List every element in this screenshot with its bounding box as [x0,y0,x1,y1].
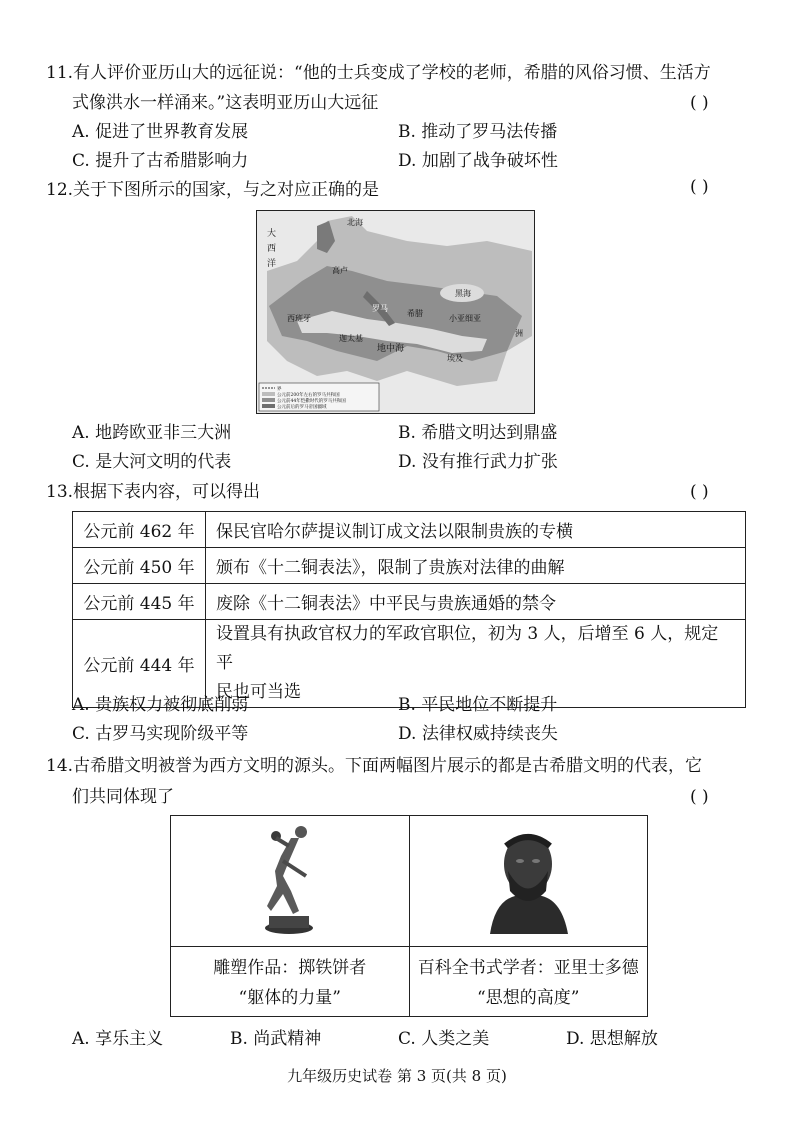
q11-stem-line2: 式像洪水一样涌来。”这表明亚历山大远征 [72,93,379,113]
map-label-mediterranean: 地中海 [377,344,405,354]
map-label-atlantic-1: 大 [267,229,277,239]
q11-answer-paren: ( ) [690,93,709,113]
q12-answer-paren: ( ) [690,177,709,197]
map-label-black-sea: 黑海 [455,289,471,298]
page-footer: 九年级历史试卷 第 3 页(共 8 页) [287,1067,507,1085]
q11-option-d: D. 加剧了战争破坏性 [398,151,558,171]
q14-stem-line1: 14.古希腊文明被誉为西方文明的源头。下面两幅图片展示的都是古希腊文明的代表，它 [46,756,703,776]
q14-stem-line2: 们共同体现了 [72,787,174,807]
q14-option-c: C. 人类之美 [398,1029,490,1049]
q12-option-d: D. 没有推行武力扩张 [398,452,558,472]
table-cell-year: 公元前 450 年 [73,548,206,584]
table-cell-year: 公元前 462 年 [73,512,206,548]
discobolus-statue-image [171,816,408,946]
q13-option-c: C. 古罗马实现阶级平等 [72,724,249,744]
q12-stem: 12.关于下图所示的国家，与之对应正确的是 [46,180,380,200]
table-cell-event: 颁布《十二铜表法》，限制了贵族对法律的曲解 [206,548,746,584]
q12-option-c: C. 是大河文明的代表 [72,452,232,472]
table-cell-year: 公元前 445 年 [73,584,206,620]
table-cell-year: 公元前 444 年 [73,620,206,708]
q13-option-d: D. 法律权威持续丧失 [398,724,558,744]
aristotle-bust-image [410,816,647,946]
q11-option-a: A. 促进了世界教育发展 [72,122,249,142]
figure-caption [171,946,409,1013]
map-label-carthage: 迦太基 [339,334,363,343]
map-label-spain: 西班牙 [287,314,311,323]
figure-discobolus [171,816,409,1016]
figure-caption-quote: “躯体的力量” [238,988,341,1008]
figure-pair [170,815,648,1017]
map-label-asia-minor: 小亚细亚 [449,314,481,323]
figure-caption-title: 雕塑作品：掷铁饼者 [213,958,367,978]
table-cell-event: 废除《十二铜表法》中平民与贵族通婚的禁令 [206,584,746,620]
q13-option-b: B. 平民地位不断提升 [398,695,558,715]
map-label-atlantic-3: 洋 [267,259,277,269]
q14-option-d: D. 思想解放 [566,1029,658,1049]
q13-option-a: A. 贵族权力被彻底削弱 [72,695,249,715]
map-label-rome: 罗马 [372,304,388,313]
map-legend-3: 公元前44年恺撒时代的罗马共和国 [277,399,346,404]
q12-option-b: B. 希腊文明达到鼎盛 [398,423,558,443]
table-cell-event-line2: 民也可当选 [216,682,301,702]
figure-caption [410,946,648,1013]
figure-caption-title: 百科全书式学者：亚里士多德 [417,958,639,978]
map-label-north-sea: 北海 [347,218,363,227]
law-timeline-table [72,511,746,708]
map-legend-4: 公元前后的罗马帝国疆域 [277,405,327,410]
roman-empire-map [256,210,535,414]
table-cell-event-line1: 设置具有执政官权力的军政官职位，初为 3 人，后增至 6 人，规定平 [216,624,719,673]
table-row [73,512,746,548]
q11-stem-line1: 11.有人评价亚历山大的远征说：“他的士兵变成了学校的老师，希腊的风俗习惯、生活方 [46,63,711,83]
map-legend-2: 公元前200年左右的罗马共和国 [277,393,340,398]
q13-answer-paren: ( ) [690,482,709,502]
q11-option-b: B. 推动了罗马法传播 [398,122,558,142]
q13-stem: 13.根据下表内容，可以得出 [46,482,261,502]
map-label-gaul: 高卢 [332,266,348,275]
q14-option-b: B. 尚武精神 [230,1029,322,1049]
q14-option-a: A. 享乐主义 [72,1029,164,1049]
map-label-egypt: 埃及 [447,354,463,363]
q12-option-a: A. 地跨欧亚非三大洲 [72,423,232,443]
map-label-atlantic-2: 西 [267,244,277,254]
q11-option-c: C. 提升了古希腊影响力 [72,151,249,171]
map-label-greece: 希腊 [407,309,423,318]
map-legend-1: 界 [277,387,282,392]
table-row [73,584,746,620]
q14-answer-paren: ( ) [690,787,709,807]
figure-caption-quote: “思想的高度” [477,988,580,1008]
table-row [73,548,746,584]
table-cell-event: 保民官哈尔萨提议制订成文法以限制贵族的专横 [206,512,746,548]
map-graphic [257,211,534,413]
map-label-continent: 洲 [515,329,523,338]
figure-aristotle [409,816,648,1016]
